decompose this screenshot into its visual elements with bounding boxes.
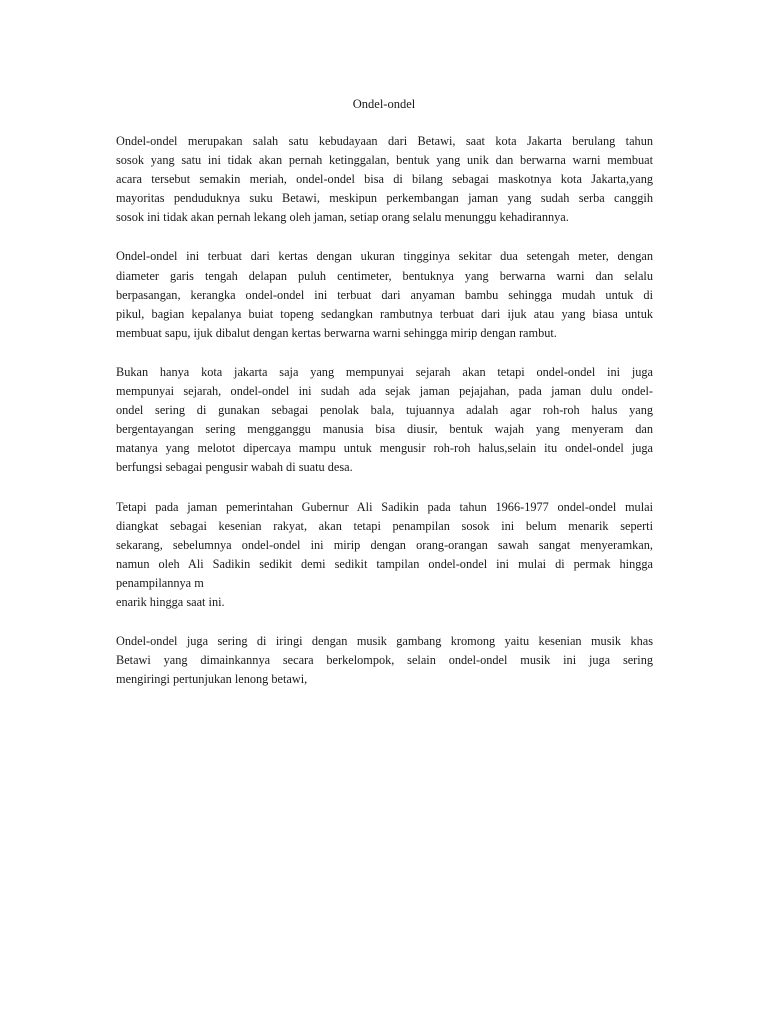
paragraph-line: berpasangan, kerangka ondel-ondel ini terbuat dari anyaman bambu sehingga mudah untuk di bbox=[116, 287, 653, 302]
paragraph-line: Ondel-ondel juga sering di iringi dengan musik gambang kromong yaitu kesenian musik khas bbox=[116, 634, 653, 649]
paragraph-line: enarik hingga saat ini. bbox=[116, 594, 225, 609]
paragraph-2 bbox=[116, 247, 653, 342]
paragraph-line: diangkat sebagai kesenian rakyat, akan tetapi penampilan sosok ini belum menarik seperti bbox=[116, 518, 653, 533]
document-title: Ondel-ondel bbox=[352, 97, 416, 111]
paragraph-line: Ondel-ondel merupakan salah satu kebudayaan dari Betawi, saat kota Jakarta berulang tahun bbox=[116, 134, 653, 148]
paragraph-line: diameter garis tengah delapan puluh centimeter, bentuknya yang berwarna warni dan selalu bbox=[116, 268, 653, 283]
paragraph-5 bbox=[116, 632, 653, 689]
paragraph-line: ondel sering di gunakan sebagai penolak bala, tujuannya adalah agar roh-roh halus yang bbox=[116, 403, 653, 418]
paragraph-line: Betawi yang dimainkannya secara berkelompok, selain ondel-ondel musik ini juga sering bbox=[116, 653, 653, 668]
paragraph-line: sekarang, sebelumnya ondel-ondel ini mirip dengan orang-orangan sawah sangat menyeramkan, bbox=[116, 537, 653, 552]
paragraph-line: acara tersebut semakin meriah, ondel-ondel bisa di bilang sebagai maskotnya kota Jakarta,yang bbox=[116, 172, 653, 187]
paragraph-line: sosok ini tidak akan pernah lekang oleh jaman, setiap orang selalu menunggu kehadirannya. bbox=[116, 210, 569, 225]
paragraph-line: matanya yang melotot dipercaya mampu untuk mengusir roh-roh halus,selain itu ondel-ondel juga bbox=[116, 441, 653, 456]
paragraph-line: sosok yang satu ini tidak akan pernah ketinggalan, bentuk yang unik dan berwarna warni membuat bbox=[116, 153, 653, 168]
paragraph-line: bergentayangan sering mengganggu manusia bisa diusir, bentuk wajah yang menyeram dan bbox=[116, 422, 653, 437]
paragraph-line: mengiringi pertunjukan lenong betawi, bbox=[116, 672, 308, 687]
paragraph-line: Bukan hanya kota jakarta saja yang mempunyai sejarah akan tetapi ondel-ondel ini juga bbox=[116, 364, 653, 379]
paragraph-line: Ondel-ondel ini terbuat dari kertas dengan ukuran tingginya sekitar dua setengah meter, dengan bbox=[116, 249, 653, 264]
paragraph-4 bbox=[116, 498, 653, 613]
paragraph-line: mempunyai sejarah, ondel-ondel ini sudah ada sejak jaman pejajahan, pada jaman dulu ondel- bbox=[116, 384, 653, 399]
document-body bbox=[116, 132, 653, 709]
paragraph-3 bbox=[116, 363, 653, 478]
paragraph-line: penampilannya m bbox=[116, 575, 204, 590]
paragraph-line: berfungsi sebagai pengusir wabah di suatu desa. bbox=[116, 460, 353, 475]
paragraph-line: pikul, bagian kepalanya buiat topeng sedangkan rambutnya terbuat dari ijuk atau yang biasa untuk bbox=[116, 306, 653, 321]
paragraph-line: mayoritas penduduknya suku Betawi, meskipun perkembangan jaman yang sudah serba canggih bbox=[116, 191, 653, 206]
paragraph-1 bbox=[116, 132, 653, 227]
paragraph-line: membuat sapu, ijuk dibalut dengan kertas berwarna warni sehingga mirip dengan rambut. bbox=[116, 325, 557, 340]
paragraph-line: Tetapi pada jaman pemerintahan Gubernur Ali Sadikin pada tahun 1966-1977 ondel-ondel mulai bbox=[116, 499, 653, 514]
paragraph-line: namun oleh Ali Sadikin sedikit demi sedikit tampilan ondel-ondel ini mulai di permak hingga bbox=[116, 556, 653, 571]
